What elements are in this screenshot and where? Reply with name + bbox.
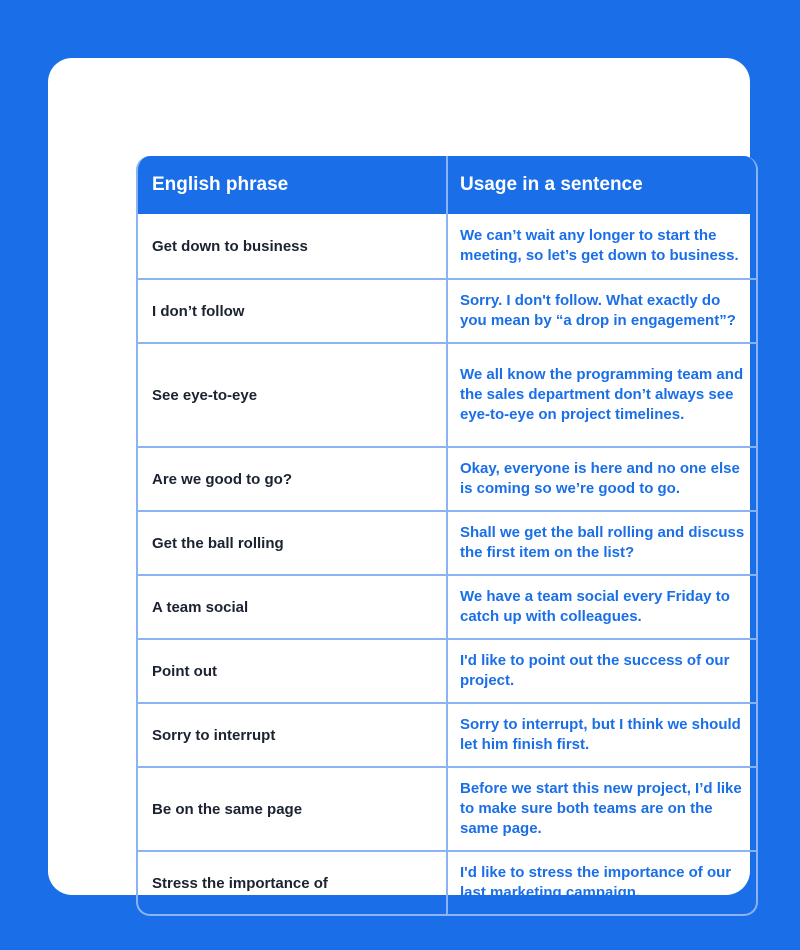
- phrase-cell: Be on the same page: [138, 768, 448, 850]
- header-usage: Usage in a sentence: [460, 174, 643, 195]
- table-row: [138, 766, 756, 850]
- table-row: [138, 510, 756, 574]
- table-row: [138, 638, 756, 702]
- phrase-cell: A team social: [138, 576, 448, 638]
- table-row: [138, 850, 756, 914]
- phrase-cell: Are we good to go?: [138, 448, 448, 510]
- table-row: [138, 342, 756, 446]
- phrase-cell: Point out: [138, 640, 448, 702]
- usage-cell: Shall we get the ball rolling and discuss the first item on the list?: [460, 524, 745, 561]
- usage-cell: Sorry. I don't follow. What exactly do you mean by “a drop in engagement”?: [460, 292, 736, 329]
- table-row: [138, 446, 756, 510]
- usage-cell: We all know the programming team and the sales department don’t always see eye-to-eye on project timelines.: [460, 366, 744, 423]
- usage-cell: We can’t wait any longer to start the meeting, so let’s get down to business.: [460, 227, 739, 264]
- usage-cell: Sorry to interrupt, but I think we should let him finish first.: [460, 716, 741, 753]
- phrase-cell: Get down to business: [138, 214, 448, 278]
- usage-cell: I'd like to point out the success of our project.: [460, 652, 730, 689]
- table-row: [138, 278, 756, 342]
- usage-cell: Okay, everyone is here and no one else is coming so we’re good to go.: [460, 460, 740, 497]
- phrase-cell: I don’t follow: [138, 280, 448, 342]
- table-row: [138, 574, 756, 638]
- usage-cell: We have a team social every Friday to catch up with colleagues.: [460, 588, 730, 625]
- phrase-cell: Get the ball rolling: [138, 512, 448, 574]
- usage-cell: Before we start this new project, I’d like to make sure both teams are on the same page.: [460, 780, 742, 837]
- table-row: [138, 214, 756, 278]
- phrase-cell: See eye-to-eye: [138, 344, 448, 446]
- phrase-cell: Sorry to interrupt: [138, 704, 448, 766]
- table-header: [138, 156, 756, 214]
- phrase-cell: Stress the importance of: [138, 852, 448, 914]
- table-row: [138, 702, 756, 766]
- phrases-table: [136, 156, 758, 916]
- header-english-phrase: English phrase: [138, 156, 448, 214]
- content-card: [48, 58, 750, 901]
- table-body: [138, 214, 756, 914]
- usage-cell: I'd like to stress the importance of our last marketing campaign.: [460, 864, 732, 901]
